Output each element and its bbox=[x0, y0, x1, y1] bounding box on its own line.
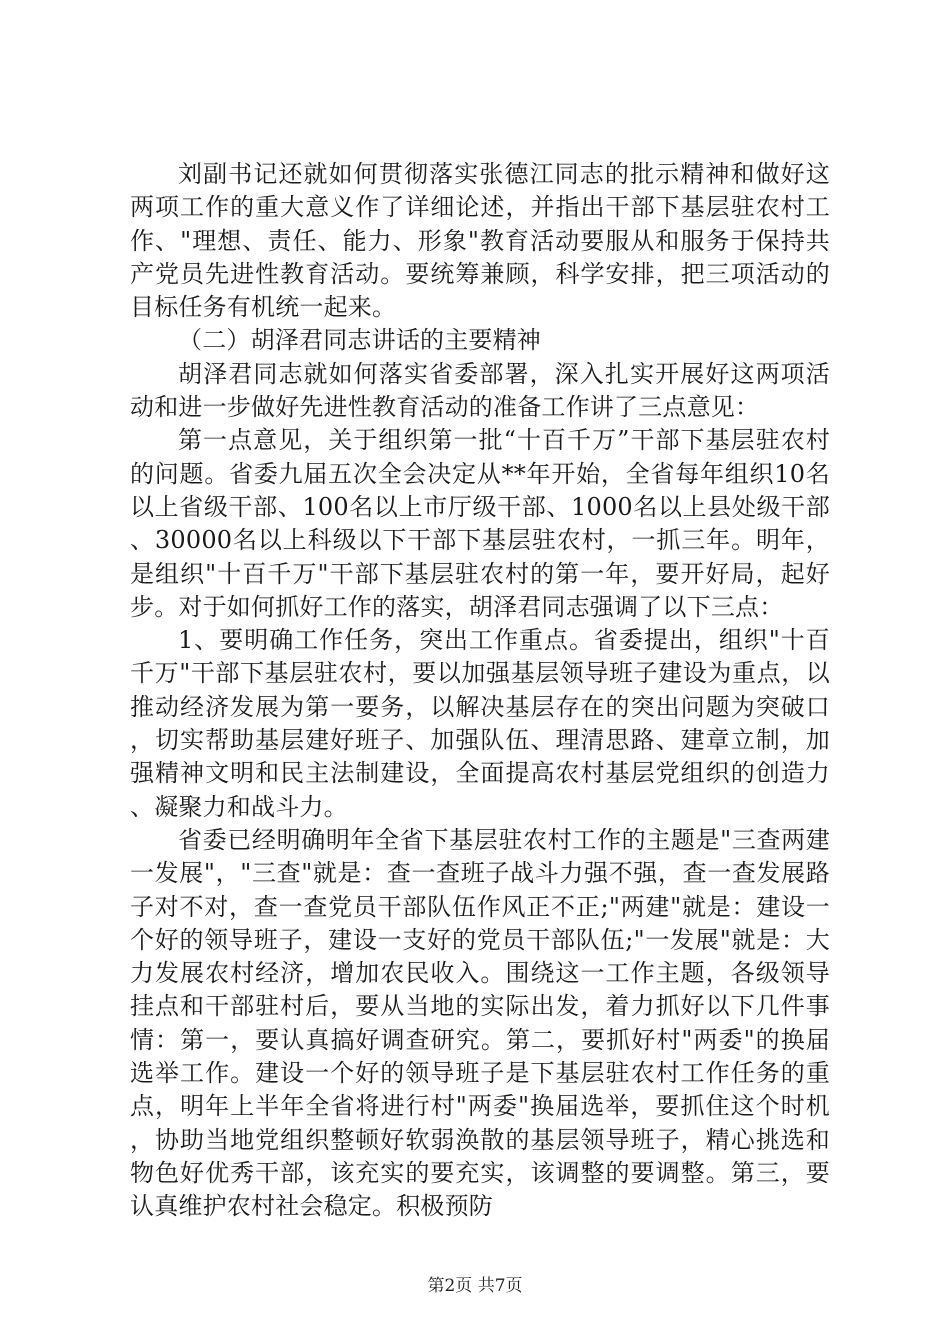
paragraph-hu-intro: 胡泽君同志就如何落实省委部署，深入扎实开展好这两项活动和进一步做好先进性教育活动的准备工作讲了三点意见： bbox=[130, 359, 830, 422]
paragraph-theme: 省委已经明确明年全省下基层驻农村工作的主题是"三查两建一发展"，"三查"就是：查一查班子战斗力强不强，查一查发展路子对不对，查一查党员干部队伍作风正不正;"两建"就是：建设一个好的领导班子，建设一支好的党员干部队伍;"一发展"就是：大力发展农村经济，增加农民收入。围绕这一工作主题，各级领导挂点和干部驻村后，要从当地的实际出发，着力抓好以下几件事情：第一，要认真搞好调查研究。第二，要抓好村"两委"的换届选举工作。建设一个好的领导班子是下基层驻农村工作任务的重点，明年上半年全省将进行村"两委"换届选举，要抓住这个时机，协助当地党组织整顿好软弱涣散的基层领导班子，精心挑选和物色好优秀干部，该充实的要充实，该调整的要调整。第三，要认真维护农村社会稳定。积极预防 bbox=[130, 825, 830, 1221]
section-heading-hu-zejun: （二）胡泽君同志讲话的主要精神 bbox=[178, 326, 541, 355]
paragraph-point-1: 1、要明确工作任务，突出工作重点。省委提出，组织"十百千万"干部下基层驻农村，要以加强基层领导班子建设为重点，以推动经济发展为第一要务，以解决基层存在的突出问题为突破口，切实帮助基层建好班子、加强队伍、理清思路、建章立制，加强精神文明和民主法制建设，全面提高农村基层党组织的创造力、凝聚力和战斗力。 bbox=[130, 626, 830, 821]
paragraph-first-opinion: 第一点意见，关于组织第一批“十百千万”干部下基层驻农村的问题。省委九届五次全会决定从**年开始，全省每年组织10名以上省级干部、100名以上市厅级干部、1000名以上县处级干部、30000名以上科级以下干部下基层驻农村，一抓三年。明年，是组织"十百千万"干部下基层驻农村的第一年，要开好局，起好步。对于如何抓好工作的落实，胡泽君同志强调了以下三点： bbox=[130, 426, 830, 621]
document-body bbox=[130, 158, 830, 1224]
paragraph-conclusion-liu: 刘副书记还就如何贯彻落实张德江同志的批示精神和做好这两项工作的重大意义作了详细论述，并指出干部下基层驻农村工作、"理想、责任、能力、形象"教育活动要服从和服务于保持共产党员先进性教育活动。要统筹兼顾，科学安排，把三项活动的目标任务有机统一起来。 bbox=[130, 160, 830, 322]
page-number-footer: 第2页 共7页 bbox=[427, 1276, 523, 1296]
